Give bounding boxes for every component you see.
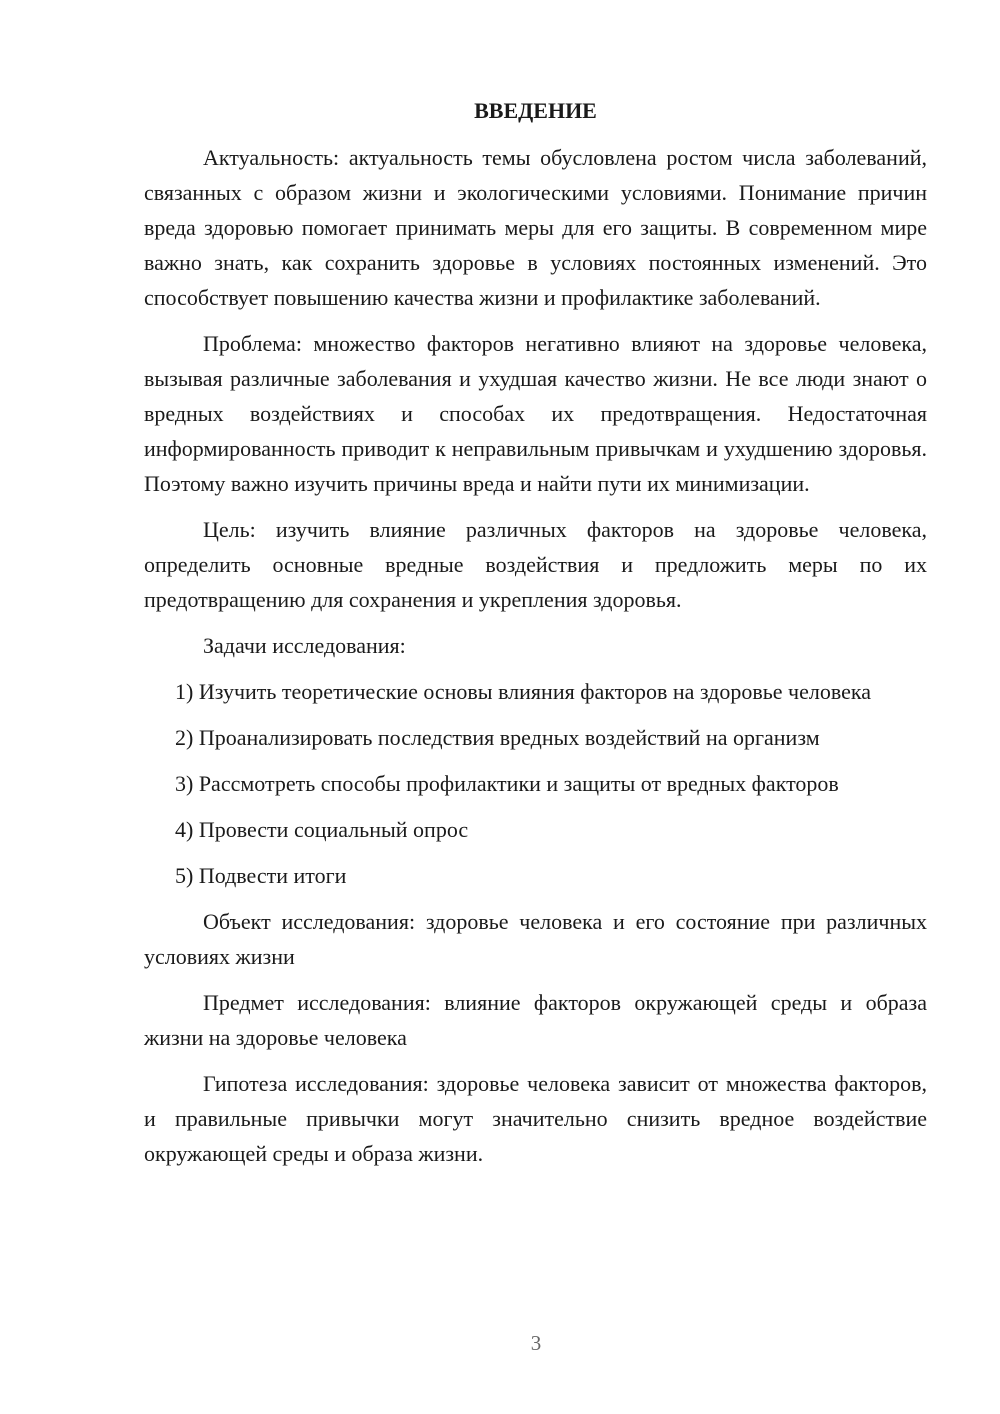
paragraph-problem: Проблема: множество факторов негативно влияют на здоровье человека, вызывая различные заболевания и ухудшая качество жизни. Не все люди знают о вредных воздействиях и способах их предотвращения. Недостаточная информированность приводит к неправильным привычкам и ухудшению здоровья. Поэтому важно изучить причины вреда и найти пути их минимизации. xyxy=(144,331,927,496)
paragraph-goal: Цель: изучить влияние различных факторов на здоровье человека, определить основные вредные воздействия и предложить меры по их предотвращению для сохранения и укрепления здоровья. xyxy=(144,517,927,612)
task-item: 1) Изучить теоретические основы влияния факторов на здоровье человека xyxy=(175,679,872,704)
section-title: ВВЕДЕНИЕ xyxy=(474,98,597,123)
paragraph-hypothesis: Гипотеза исследования: здоровье человека зависит от множества факторов, и правильные привычки могут значительно снизить вредное воздействие окружающей среды и образа жизни. xyxy=(144,1071,927,1166)
task-item: 3) Рассмотреть способы профилактики и защиты от вредных факторов xyxy=(175,771,839,796)
paragraph-relevance: Актуальность: актуальность темы обусловлена ростом числа заболеваний, связанных с образом жизни и экологическими условиями. Понимание причин вреда здоровью помогает принимать меры для его защиты. В современном мире важно знать, как сохранить здоровье в условиях постоянных изменений. Это способствует повышению качества жизни и профилактике заболеваний. xyxy=(144,145,927,310)
page-content xyxy=(144,93,927,1182)
page-number: 3 xyxy=(530,1331,542,1355)
paragraph-object: Объект исследования: здоровье человека и его состояние при различных условиях жизни xyxy=(144,909,927,969)
task-item: 4) Провести социальный опрос xyxy=(175,817,469,842)
paragraph-subject: Предмет исследования: влияние факторов окружающей среды и образа жизни на здоровье человека xyxy=(144,990,927,1050)
task-item: 2) Проанализировать последствия вредных воздействий на организм xyxy=(175,725,820,750)
tasks-heading: Задачи исследования: xyxy=(203,633,406,658)
task-item: 5) Подвести итоги xyxy=(175,863,347,888)
tasks-list xyxy=(144,674,927,893)
